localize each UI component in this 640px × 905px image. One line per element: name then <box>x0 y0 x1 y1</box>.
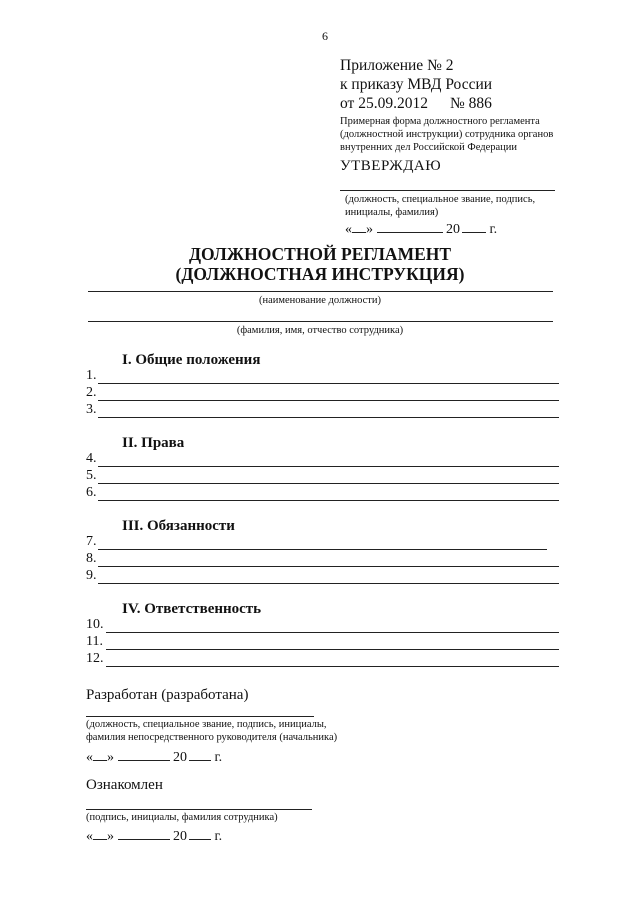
developed-day-field[interactable] <box>93 746 107 761</box>
acquainted-date-line <box>86 825 222 845</box>
item-line-6[interactable] <box>98 500 559 501</box>
item-line-10[interactable] <box>106 632 559 633</box>
developed-title: Разработан (разработана) <box>86 687 249 703</box>
item-line-3[interactable] <box>98 417 559 418</box>
appendix-header <box>340 56 492 113</box>
acquainted-signature-line[interactable] <box>86 809 312 810</box>
appendix-line-1: Приложение № 2 <box>340 57 454 74</box>
item-number-1: 1. <box>86 368 97 383</box>
item-number-8: 8. <box>86 551 97 566</box>
item-line-1[interactable] <box>98 383 559 384</box>
item-number-9: 9. <box>86 568 97 583</box>
approve-date-line <box>345 218 497 238</box>
item-number-10: 10. <box>86 617 104 632</box>
acquainted-date-close-quote: » <box>107 829 114 844</box>
approve-date-close-quote: » <box>366 222 373 237</box>
developed-month-field[interactable] <box>118 746 170 761</box>
appendix-line-2: к приказу МВД России <box>340 76 493 93</box>
employee-name-caption: (фамилия, имя, отчество сотрудника) <box>236 325 404 336</box>
item-line-9[interactable] <box>98 583 559 584</box>
document-title-line-2: (ДОЛЖНОСТНАЯ ИНСТРУКЦИЯ) <box>175 264 465 284</box>
item-line-5[interactable] <box>98 483 559 484</box>
approve-signature-line[interactable] <box>340 190 555 191</box>
acquainted-day-field[interactable] <box>93 825 107 840</box>
developed-year-suffix: г. <box>214 750 223 765</box>
position-name-caption: (наименование должности) <box>258 295 382 306</box>
acquainted-year-field[interactable] <box>189 825 211 840</box>
order-number: № 886 <box>449 95 492 112</box>
developed-year-field[interactable] <box>189 746 211 761</box>
item-number-7: 7. <box>86 534 97 549</box>
approve-year-prefix: 20 <box>446 222 460 237</box>
approve-year-suffix: г. <box>489 222 498 237</box>
form-note-line-3: внутренних дел Российской Федерации <box>340 142 518 153</box>
item-number-12: 12. <box>86 651 104 666</box>
acquainted-date-open-quote: « <box>86 829 93 844</box>
item-line-2[interactable] <box>98 400 559 401</box>
employee-name-line[interactable] <box>88 321 553 322</box>
acquainted-month-field[interactable] <box>118 825 170 840</box>
item-line-11[interactable] <box>106 649 559 650</box>
developed-date-open-quote: « <box>86 750 93 765</box>
developed-caption-line-1: (должность, специальное звание, подпись, инициалы, <box>86 719 327 730</box>
item-line-7[interactable] <box>98 549 547 550</box>
form-note-line-1: Примерная форма должностного регламента <box>340 116 540 127</box>
item-line-4[interactable] <box>98 466 559 467</box>
approve-month-field[interactable] <box>377 218 443 233</box>
section-title-rights: II. Права <box>122 435 185 451</box>
form-note-line-2: (должностной инструкции) сотрудника органов <box>340 129 554 140</box>
item-number-2: 2. <box>86 385 97 400</box>
approve-caption-line-1: (должность, специальное звание, подпись, <box>345 194 536 205</box>
developed-year-prefix: 20 <box>173 750 187 765</box>
order-date: от 25.09.2012 <box>340 95 428 112</box>
document-title-line-1: ДОЛЖНОСТНОЙ РЕГЛАМЕНТ <box>188 244 452 264</box>
approve-date-open-quote: « <box>345 222 352 237</box>
acquainted-year-prefix: 20 <box>173 829 187 844</box>
developed-signature-line[interactable] <box>86 716 314 717</box>
approve-caption <box>345 193 535 219</box>
section-title-general: I. Общие положения <box>122 352 261 368</box>
acquainted-year-suffix: г. <box>214 829 223 844</box>
item-number-3: 3. <box>86 402 97 417</box>
acquainted-title: Ознакомлен <box>86 777 163 793</box>
form-note <box>340 115 553 154</box>
page-number: 6 <box>322 29 328 43</box>
section-title-responsibility: IV. Ответственность <box>122 601 262 617</box>
developed-date-close-quote: » <box>107 750 114 765</box>
approve-year-field[interactable] <box>462 218 486 233</box>
item-line-8[interactable] <box>98 566 559 567</box>
item-number-6: 6. <box>86 485 97 500</box>
position-name-line[interactable] <box>88 291 553 292</box>
developed-caption <box>86 718 337 744</box>
approve-title: УТВЕРЖДАЮ <box>340 158 442 174</box>
item-number-4: 4. <box>86 451 97 466</box>
item-line-12[interactable] <box>106 666 559 667</box>
approve-caption-line-2: инициалы, фамилия) <box>345 207 439 218</box>
item-number-11: 11. <box>86 634 103 649</box>
appendix-order-line <box>340 94 492 113</box>
developed-date-line <box>86 746 222 766</box>
acquainted-caption: (подпись, инициалы, фамилия сотрудника) <box>86 812 278 823</box>
document-title <box>0 244 640 284</box>
item-number-5: 5. <box>86 468 97 483</box>
developed-caption-line-2: фамилия непосредственного руководителя (начальника) <box>86 732 338 743</box>
approve-day-field[interactable] <box>352 218 366 233</box>
section-title-duties: III. Обязанности <box>122 518 235 534</box>
